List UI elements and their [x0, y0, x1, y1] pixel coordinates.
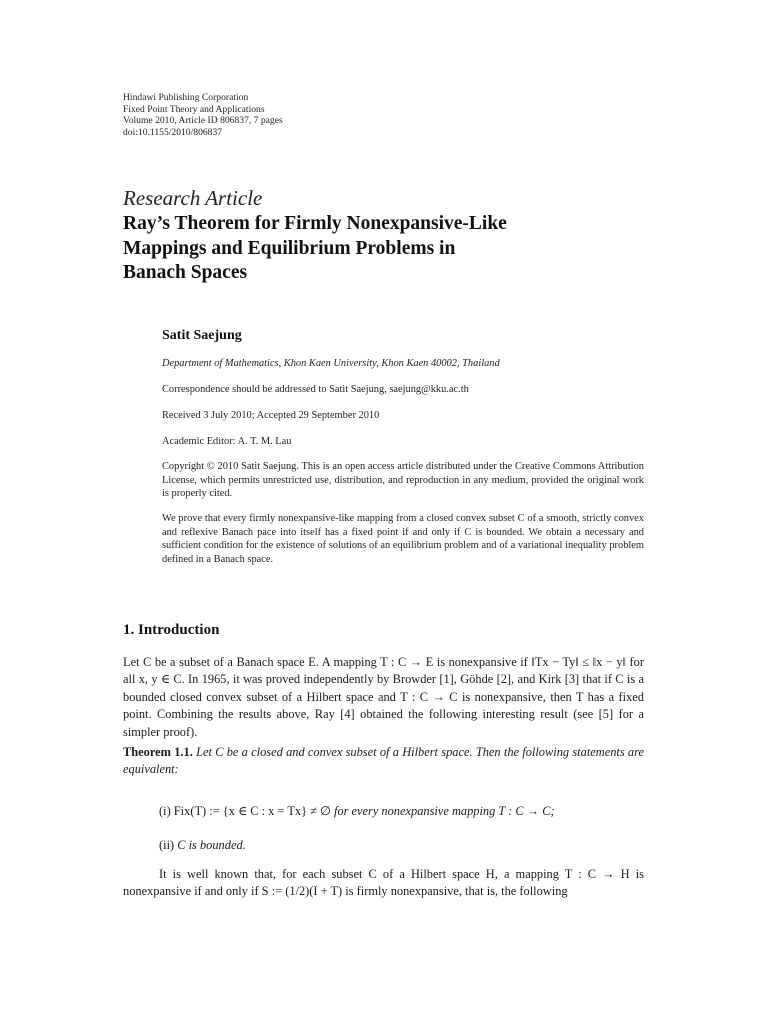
journal-name-line: Fixed Point Theory and Applications	[123, 103, 265, 115]
item-2-text: C is bounded.	[177, 838, 246, 852]
item-1-formula: (i) Fix(T) := {x ∈ C : x = Tx} ≠ ∅	[159, 804, 331, 818]
author-name: Satit Saejung	[162, 328, 242, 343]
journal-header	[123, 92, 283, 138]
correspondence: Correspondence should be addressed to Satit Saejung, saejung@kku.ac.th	[162, 384, 469, 395]
academic-editor: Academic Editor: A. T. M. Lau	[162, 436, 292, 447]
abstract: We prove that every firmly nonexpansive-like mapping from a closed convex subset C of a smooth, strictly convex and reflexive Banach pace into itself has a fixed point if and only if C is bounded. We obtain a necessary and sufficient condition for the existence of solutions of an equilibrium problem and of a variational inequality problem defined in a Banach space.	[162, 513, 644, 565]
title-line: Mappings and Equilibrium Problems in	[123, 237, 456, 259]
title-line: Banach Spaces	[123, 262, 248, 283]
volume-line: Volume 2010, Article ID 806837, 7 pages	[123, 115, 283, 126]
theorem-item-2	[159, 838, 246, 853]
item-2-label: (ii)	[159, 838, 178, 852]
copyright-notice: Copyright © 2010 Satit Saejung. This is an open access article distributed under the Creative Commons Attribution License, which permits unrestricted use, distribution, and reproduction in any medium, provided the original work is properly cited.	[162, 461, 644, 500]
intro-paragraph: Let C be a subset of a Banach space E. A mapping T : C → E is nonexpansive if ‖Tx − Ty‖ ≤ ‖x − y‖ for all x, y ∈ C. In 1965, it was proved independently by Browder [1], Göhde [2], and Kirk [3] that if C is a bounded closed convex subset of a Hilbert space and T : C → C is nonexpansive, then T has a fixed point. Combining the results above, Ray [4] obtained the following interesting result (see [5] for a simpler proof).	[123, 655, 644, 739]
title-line: Ray’s Theorem for Firmly Nonexpansive-Like	[123, 213, 507, 234]
received-dates: Received 3 July 2010; Accepted 29 September 2010	[162, 410, 380, 421]
section-heading: 1. Introduction	[123, 622, 220, 638]
theorem-item-1	[159, 803, 555, 819]
theorem-label: Theorem 1.1.	[123, 745, 193, 759]
publisher-line: Hindawi Publishing Corporation	[123, 92, 249, 103]
body-paragraph: It is well known that, for each subset C of a Hilbert space H, a mapping T : C → H is nonexpansive if and only if S := (1/2)(I + T) is firmly nonexpansive, that is, the following	[123, 867, 644, 899]
theorem-statement: Let C be a closed and convex subset of a Hilbert space. Then the following statements are equivalent:	[123, 745, 644, 777]
item-1-text: for every nonexpansive mapping T : C → C;	[330, 804, 555, 818]
theorem-1-1	[123, 744, 644, 779]
doi-line: doi:10.1155/2010/806837	[123, 126, 223, 138]
affiliation: Department of Mathematics, Khon Kaen University, Khon Kaen 40002, Thailand	[162, 358, 500, 369]
paper-title	[123, 212, 643, 286]
article-type: Research Article	[123, 186, 263, 210]
